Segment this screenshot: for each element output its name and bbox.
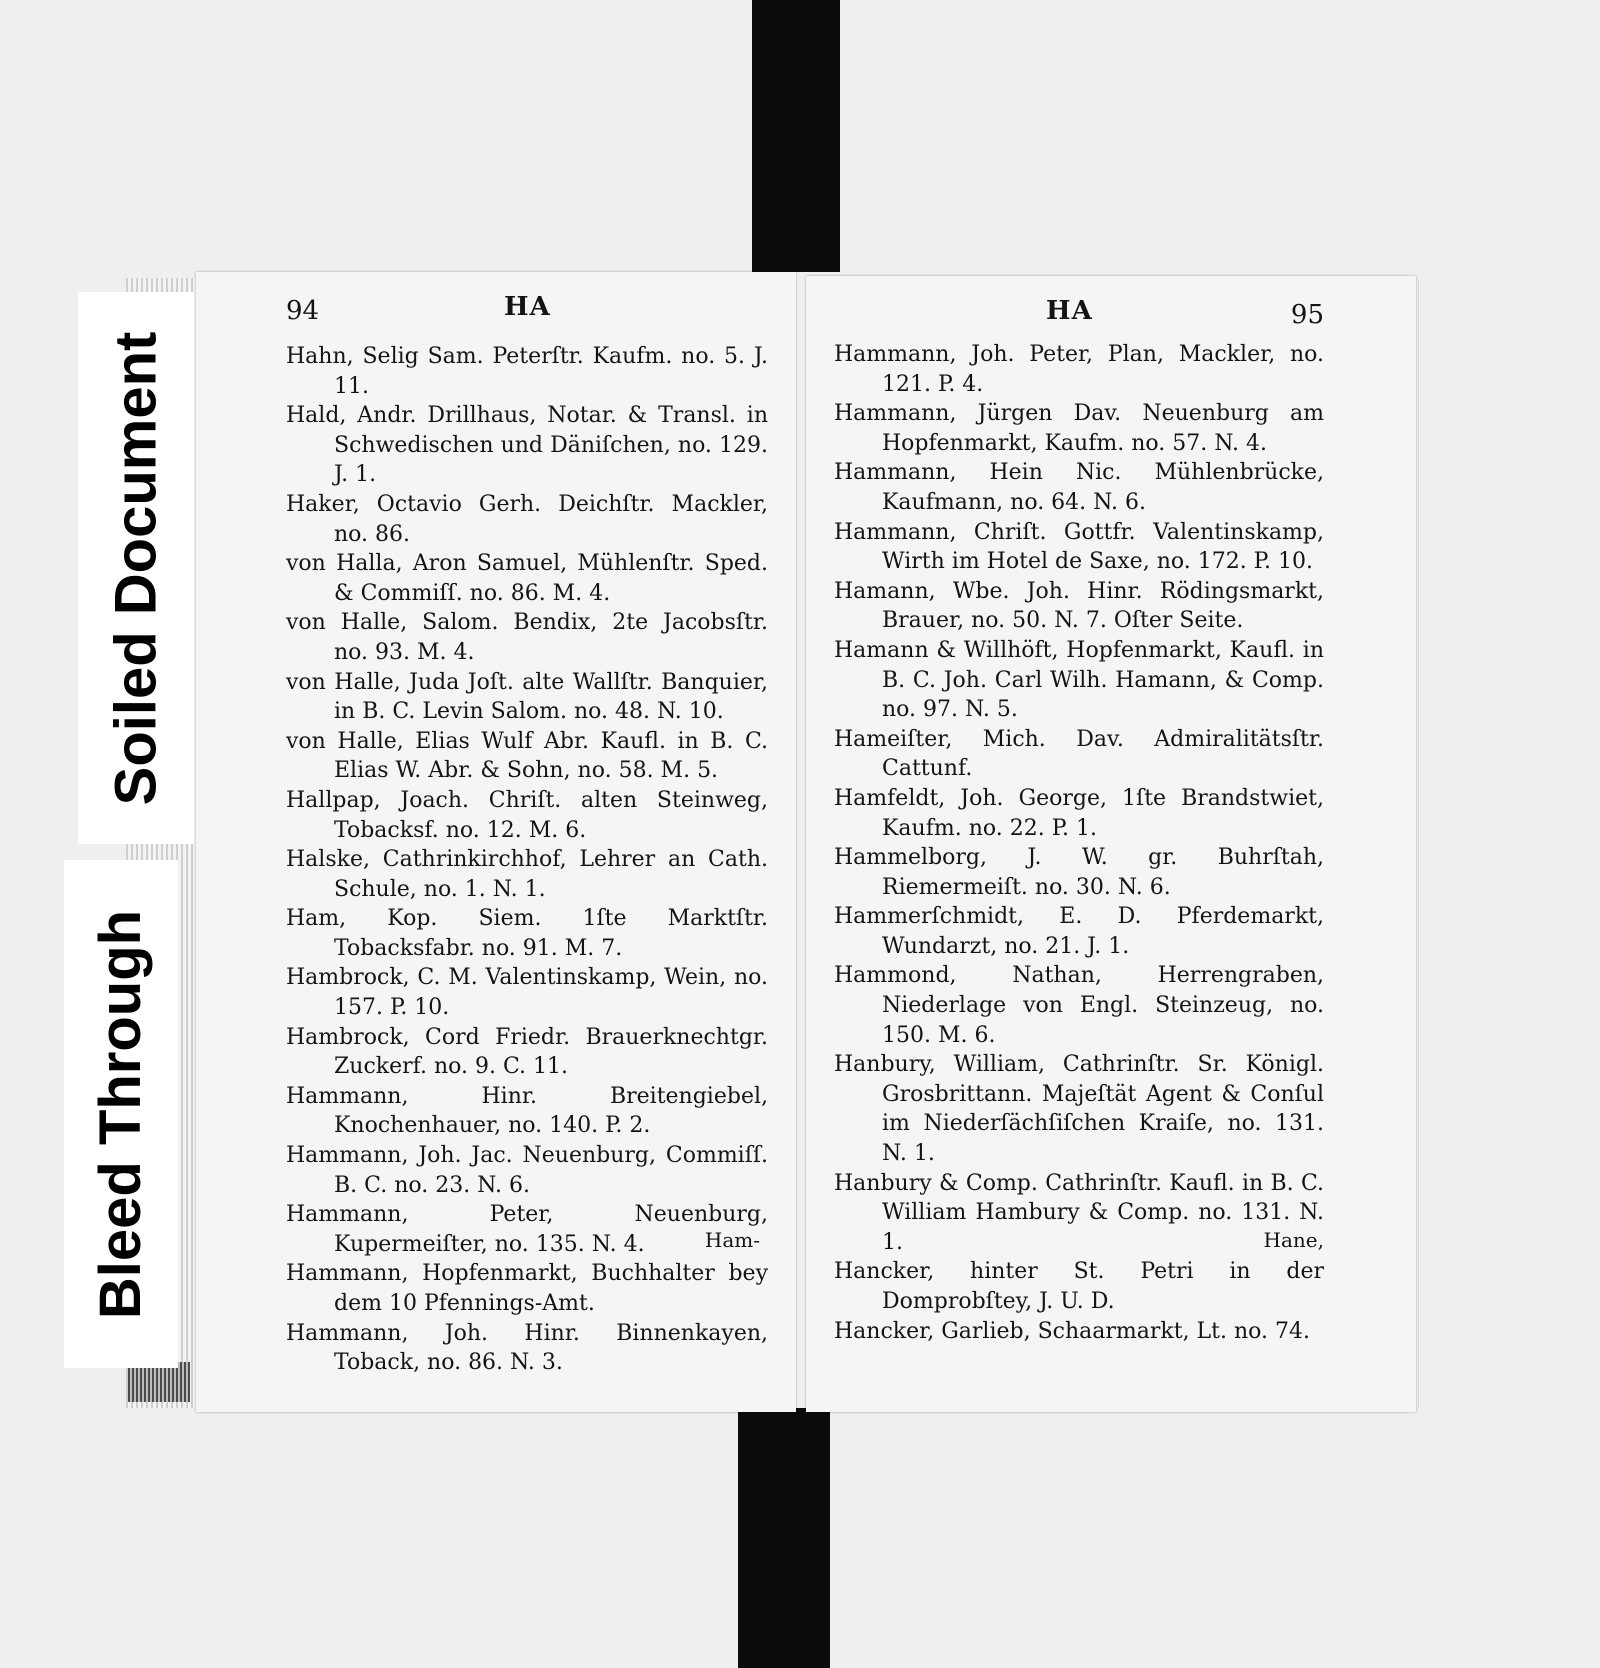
catchword: Ham- xyxy=(704,1228,760,1252)
soiled-document-text: Soiled Document xyxy=(103,331,169,805)
directory-entry: Hamfeldt, Joh. George, 1ſte Brandstwiet, Kaufm. no. 22. P. 1. xyxy=(834,785,1324,841)
directory-entry: Hammann, Chriſt. Gottfr. Valentinskamp, Wirth im Hotel de Saxe, no. 172. P. 10. xyxy=(834,519,1324,575)
directory-entries xyxy=(834,340,1324,1346)
directory-entry: von Halle, Elias Wulf Abr. Kaufl. in B. C. Elias W. Abr. & Sohn, no. 58. M. 5. xyxy=(286,728,768,784)
directory-entry: Hambrock, Cord Friedr. Brauerknechtgr. Zuckerf. no. 9. C. 11. xyxy=(286,1024,768,1080)
directory-entry: Hancker, Garlieb, Schaarmarkt, Lt. no. 74. xyxy=(834,1318,1310,1344)
right-page xyxy=(806,276,1416,1412)
directory-entry: Hammann, Hopfenmarkt, Buchhalter bey dem 10 Pfennings-Amt. xyxy=(286,1261,768,1316)
directory-entry: Hammann, Joh. Hinr. Binnenkayen, Toback, no. 86. N. 3. xyxy=(286,1320,768,1376)
directory-entry: Hammann, Hein Nic. Mühlenbrücke, Kaufmann, no. 64. N. 6. xyxy=(834,460,1324,515)
directory-entry: Hamann & Willhöft, Hopfenmarkt, Kaufl. in B. C. Joh. Carl Wilh. Hamann, & Comp. no. 97. N. 5. xyxy=(834,637,1324,723)
page-edges-dark xyxy=(128,1362,190,1402)
section-heading: HA xyxy=(504,292,551,322)
directory-entry: Hammann, Joh. Jac. Neuenburg, Commiſſ. B. C. no. 23. N. 6. xyxy=(286,1143,768,1198)
directory-entry: Hanbury, William, Cathrinſtr. Sr. Königl. Grosbrittann. Majeſtät Agent & Conſul im Niederſächſiſchen Kraiſe, no. 131. N. 1. xyxy=(834,1052,1324,1167)
directory-entry: Hancker, hinter St. Petri in der Domprobſtey, J. U. D. xyxy=(834,1259,1324,1314)
directory-entries xyxy=(286,342,768,1378)
directory-entry: Hald, Andr. Drillhaus, Notar. & Transl. in Schwedischen und Däniſchen, no. 129. J. 1. xyxy=(286,403,768,488)
directory-entry: Hambrock, C. M. Valentinskamp, Wein, no. 157. P. 10. xyxy=(286,965,768,1021)
page-number: 94 xyxy=(286,296,320,326)
left-page-header xyxy=(196,292,796,332)
bleed-through-label xyxy=(64,860,178,1368)
binding-strip-bottom xyxy=(738,1408,830,1668)
directory-entry: Hameiſter, Mich. Dav. Admiralitätsſtr. Cattunf. xyxy=(834,726,1324,782)
bleed-through-text: Bleed Through xyxy=(88,909,154,1319)
soiled-document-label xyxy=(78,292,194,844)
directory-entry: Hammond, Nathan, Herrengraben, Niederlage von Engl. Steinzeug, no. 150. M. 6. xyxy=(834,963,1324,1048)
directory-entry: Hammann, Jürgen Dav. Neuenburg am Hopfenmarkt, Kaufm. no. 57. N. 4. xyxy=(834,401,1324,456)
directory-entry: Hammelborg, J. W. gr. Buhrſtah, Riemermeiſt. no. 30. N. 6. xyxy=(834,845,1324,900)
binding-strip-top xyxy=(752,0,840,272)
directory-entry: von Halle, Juda Joſt. alte Wallſtr. Banquier, in B. C. Levin Salom. no. 48. N. 10. xyxy=(286,669,768,725)
directory-entry: von Halle, Salom. Bendix, 2te Jacobsſtr. no. 93. M. 4. xyxy=(286,610,768,665)
page-number: 95 xyxy=(1290,300,1324,330)
directory-entry: Hanbury & Comp. Cathrinſtr. Kaufl. in B. C. William Hambury & Comp. no. 131. N. 1. xyxy=(834,1170,1324,1255)
catchword: Hane, xyxy=(1263,1228,1324,1252)
directory-entry: Hammann, Joh. Peter, Plan, Mackler, no. 121. P. 4. xyxy=(834,342,1324,397)
directory-entry: Haker, Octavio Gerh. Deichſtr. Mackler, no. 86. xyxy=(286,491,768,547)
directory-entry: Halske, Cathrinkirchhof, Lehrer an Cath. Schule, no. 1. N. 1. xyxy=(286,847,768,902)
directory-entry: Hallpap, Joach. Chriſt. alten Steinweg, Tobacksf. no. 12. M. 6. xyxy=(286,787,768,843)
directory-entry: Hamann, Wbe. Joh. Hinr. Rödingsmarkt, Brauer, no. 50. N. 7. Oſter Seite. xyxy=(834,578,1324,634)
directory-entry: Hammerſchmidt, E. D. Pferdemarkt, Wundarzt, no. 21. J. 1. xyxy=(834,904,1324,959)
directory-entry: Ham, Kop. Siem. 1ſte Marktſtr. Tobacksfabr. no. 91. M. 7. xyxy=(286,906,768,961)
directory-entry: Hammann, Peter, Neuenburg, Kupermeiſter, no. 135. N. 4. xyxy=(286,1202,768,1257)
section-heading: HA xyxy=(1046,296,1093,326)
right-page-header xyxy=(806,296,1416,336)
directory-entry: von Halla, Aron Samuel, Mühlenſtr. Sped. & Commiſſ. no. 86. M. 4. xyxy=(286,551,768,606)
directory-entry: Hahn, Selig Sam. Peterſtr. Kaufm. no. 5. J. 11. xyxy=(286,344,768,399)
directory-entry: Hammann, Hinr. Breitengiebel, Knochenhauer, no. 140. P. 2. xyxy=(286,1083,768,1139)
left-page xyxy=(196,272,796,1412)
